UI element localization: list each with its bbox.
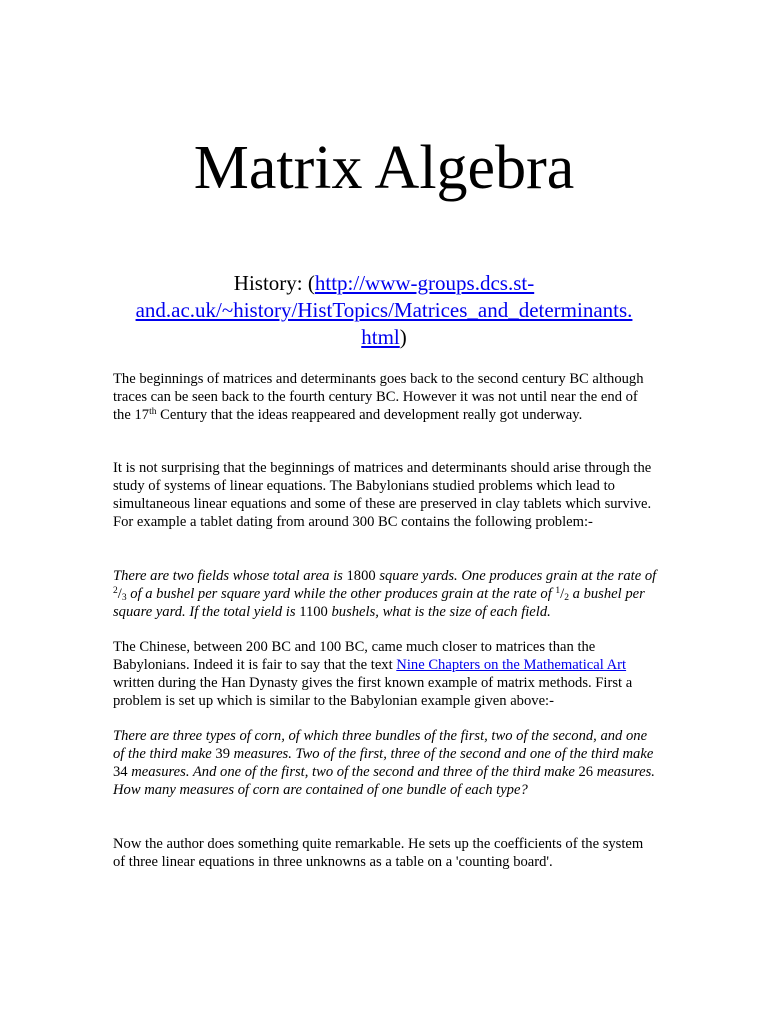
- history-suffix: ): [399, 325, 407, 349]
- paragraph-text: The Chinese, between 200 BC and 100 BC, came much closer to matrices than the Babylonians. Indeed it is fair to say that the text: [113, 639, 596, 673]
- paragraph-babylonians: It is not surprising that the beginnings of matrices and determinants should arise through the study of systems of linear equations. The Babylonians studied problems which lead to simultaneous linear equations and some of these are preserved in clay tablets which survive. For example a tablet dating from around 300 BC contains the following problem:-: [113, 460, 652, 530]
- nine-chapters-link[interactable]: Nine Chapters on the Mathematical Art: [396, 657, 627, 673]
- paragraph-babylonian-problem: [113, 567, 658, 621]
- problem-text: measures. How many measures of corn are contained of one bundle of each type?: [113, 764, 655, 798]
- superscript-th: th: [149, 407, 157, 417]
- problem-number: 1100: [299, 604, 328, 620]
- fraction-numerator: 2: [113, 586, 118, 596]
- page-title: Matrix Algebra: [193, 134, 575, 202]
- problem-text: There are two fields whose total area is: [113, 568, 347, 584]
- problem-text: of a bushel per square yard while the other produces grain at the rate of: [126, 586, 556, 602]
- paragraph-text: The beginnings of matrices and determinants goes back to the second century BC although traces can be seen back to the fourth century BC. However it was not until near the end of the 17: [113, 371, 644, 423]
- paragraph-text: Century that the ideas reappeared and development really got underway.: [156, 407, 583, 423]
- fraction-slash: /: [560, 586, 565, 602]
- paragraph-beginnings: [113, 370, 658, 424]
- history-prefix: History: (: [233, 271, 315, 295]
- history-url-line1: http://www-groups.dcs.st-: [314, 271, 535, 295]
- paragraph-chinese: [113, 638, 658, 710]
- history-url-line2: and.ac.uk/~history/HistTopics/Matrices_and_determinants.: [135, 298, 633, 322]
- fraction-slash: /: [117, 586, 122, 602]
- paragraph-counting-board: Now the author does something quite remarkable. He sets up the coefficients of the system of three linear equations in three unknowns as a table on a 'counting board'.: [113, 836, 644, 870]
- problem-text: bushels, what is the size of each field.: [327, 604, 551, 620]
- problem-text: There are three types of corn, of which three bundles of the first, two of the second, and one of the third make: [113, 728, 648, 762]
- fraction-numerator: 1: [555, 586, 561, 596]
- problem-text: measures. Two of the first, three of the second and one of the third make: [230, 746, 654, 762]
- paragraph-text: written during the Han Dynasty gives the first known example of matrix methods. First a problem is set up which is similar to the Babylonian example given above:-: [113, 675, 633, 709]
- fraction-denominator: 2: [564, 593, 569, 603]
- problem-text: square yards. One produces grain at the rate of: [375, 568, 657, 584]
- fraction-denominator: 3: [121, 593, 127, 603]
- problem-number: 26: [578, 764, 594, 780]
- history-url-line3: html: [361, 325, 400, 349]
- paragraph-corn-problem: [113, 727, 658, 799]
- problem-number: 34: [113, 764, 128, 780]
- history-heading: [90, 270, 678, 351]
- problem-text: a bushel per square yard. If the total yield is: [113, 586, 645, 620]
- problem-number: 1800: [346, 568, 376, 584]
- problem-number: 39: [215, 746, 230, 762]
- problem-text: measures. And one of the first, two of the second and three of the third make: [127, 764, 579, 780]
- history-url-link[interactable]: [136, 271, 633, 349]
